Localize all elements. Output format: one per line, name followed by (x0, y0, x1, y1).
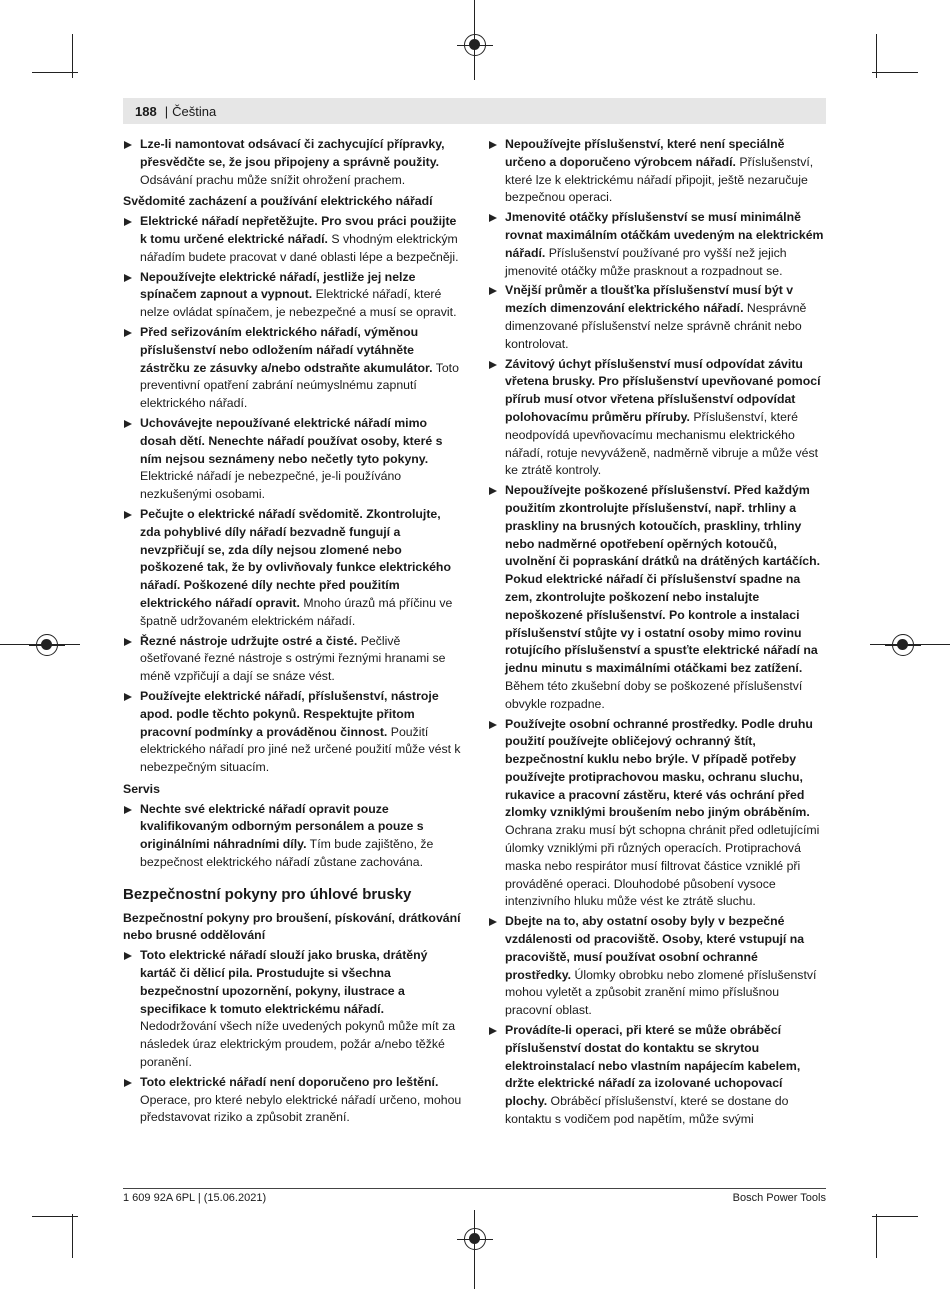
crop-mark (32, 1216, 78, 1217)
bullet-triangle-icon (489, 361, 497, 369)
item-text: Tím bude zajištěno, že bezpečnost elektrického nářadí zůstane zachována. (140, 837, 434, 870)
item-text: Příslušenství, které neodpovídá upevňovacímu mechanismu elektrického nářadí, rotuje nevyváženě, nadměrně vibruje a může vést ke ztrátě kontroly. (505, 409, 819, 478)
list-item (123, 1074, 463, 1127)
item-bold: Závitový úchyt příslušenství musí odpovídat závitu vřetena brusky. Pro příslušenství upevňované pomocí přírub musí otvor vřetena příslušenství odpovídat polohovacímu průměru příruby. (505, 356, 821, 424)
subheading: Svědomité zacházení a používání elektrického nářadí (123, 194, 433, 209)
item-bold: Nepoužívejte poškozené příslušenství. Před každým použitím zkontrolujte příslušenství, např. trhliny a praskliny na brusných kotoučích, praskliny, trhliny nebo nadměrné opotřebení opěrných kotoučů, uvolnění či popraskání drátků na drátěných kartáčích. Pokud elektrické nářadí či příslušenství spadne na zem, zkontrolujte poškození nebo instalujte nepoškozené příslušenství. Po kontrole a instalaci příslušenství stůjte vy i ostatní osoby mimo rovinu rotujícího příslušenství a spusťte elektrické nářadí na jednu minutu s maximálními otáčkami bez zatížení. (505, 483, 821, 676)
item-bold: Používejte osobní ochranné prostředky. Podle druhu použití používejte obličejový ochranný štít, bezpečnostní kuklu nebo brýle. V případě potřeby používejte protiprachovou masku, ochranu sluchu, rukavice a pracovní zástěru, které vás ochrání před zlomky vzniklými broušením nebo jiným obráběním. (505, 716, 813, 820)
bullet-triangle-icon (124, 329, 132, 337)
list-item (123, 324, 463, 413)
registration-mark-icon (464, 1228, 486, 1250)
item-bold: Nepoužívejte elektrické nářadí, jestliže jej nelze spínačem zapnout a vypnout. (140, 269, 416, 302)
item-text: Ochrana zraku musí být schopna chránit před odletujícími úlomky vzniklými při různých operacích. Protiprachová maska nebo respirátor musí filtrovat částice vzniklé při prováděné operaci. Dlouhodobé působení vysoce intenzivního hluku může vést ke ztrátě sluchu. (505, 823, 820, 909)
bullet-triangle-icon (124, 638, 132, 646)
item-bold: Nepoužívejte příslušenství, které není speciálně určeno a doporučeno výrobcem nářadí. (505, 137, 785, 169)
item-bold: Používejte elektrické nářadí, příslušenství, nástroje apod. podle těchto pokynů. Respektujte přitom pracovní podmínky a prováděnou činnost. (140, 688, 439, 739)
item-text: Operace, pro které nebylo elektrické nářadí určeno, mohou představovat riziko a způsobit zranění. (140, 1092, 462, 1125)
header-separator: | (164, 103, 169, 119)
footer-divider (123, 1188, 826, 1189)
list-item (123, 213, 463, 266)
bullet-triangle-icon (489, 918, 497, 926)
bullet-triangle-icon (124, 218, 132, 226)
bullet-triangle-icon (489, 721, 497, 729)
subheading: Servis (123, 781, 160, 796)
page-number: 188 (135, 103, 157, 119)
item-text: Příslušenství používané pro vyšší než jejich jmenovité otáčky může prasknout a rozpadnout se. (505, 245, 787, 278)
list-item (123, 136, 463, 189)
item-bold: Elektrické nářadí nepřetěžujte. Pro svou práci použijte k tomu určené elektrické nářadí. (140, 214, 457, 246)
item-text: Během této zkušební doby se poškozené příslušenství obvykle rozpadne. (505, 678, 803, 711)
item-text: Odsávání prachu může snížit ohrožení prachem. (140, 172, 406, 187)
item-bold: Provádíte-li operaci, při které se může obráběcí příslušenství dostat do kontaktu se skrytou elektroinstalací nebo vlastním napájecím kabelem, držte elektrické nářadí za izolované uchopovací plochy. (505, 1023, 801, 1109)
registration-mark-icon (36, 634, 58, 656)
item-bold: Uchovávejte nepoužívané elektrické nářadí mimo dosah dětí. Nenechte nářadí používat osoby, které s ním nejsou seznámeny nebo nečetly tyto pokyny. (140, 415, 443, 466)
item-bold: Toto elektrické nářadí slouží jako bruska, drátěný kartáč či dělicí pila. Prostudujte si všechna bezpečnostní upozornění, pokyny, ilustrace a specifikace k tomuto elektrickému nářadí. (140, 948, 428, 1016)
item-bold: Jmenovité otáčky příslušenství se musí minimálně rovnat maximálním otáčkám uvedeným na elektrickém nářadí. (505, 210, 824, 260)
item-text: Elektrické nářadí je nebezpečné, je-li používáno nezkušenými osobami. (140, 469, 402, 502)
crop-mark (872, 1216, 918, 1217)
item-text: Příslušenství, které lze k elektrickému nářadí připojit, ještě nezaručuje bezpečnou operaci. (505, 154, 814, 205)
list-item (123, 633, 463, 686)
crop-mark (32, 72, 78, 73)
item-text: Nesprávně dimenzované příslušenství nelze správně chránit nebo kontrolovat. (505, 301, 807, 351)
bullet-triangle-icon (124, 141, 132, 149)
header-language: Čeština (172, 103, 217, 119)
crop-mark (876, 1214, 877, 1258)
bullet-triangle-icon (489, 141, 497, 149)
list-item (123, 688, 463, 777)
registration-mark-icon (464, 34, 486, 56)
item-text: Pečlivě ošetřované řezné nástroje s ostrými řeznými hranami se méně vzpřičují a dají se snáze vést. (140, 633, 446, 684)
list-item (123, 415, 463, 504)
crop-mark (72, 1214, 73, 1258)
item-text: Obráběcí příslušenství, které se dostane do kontaktu s vodičem pod napětím, může svými (505, 1094, 789, 1127)
footer-doc-code: 1 609 92A 6PL | (15.06.2021) (123, 1192, 267, 1204)
item-bold: Dbejte na to, aby ostatní osoby byly v bezpečné vzdálenosti od pracoviště. Osoby, které vstupují na pracoviště, musí používat osobní ochranné prostředky. (505, 914, 805, 982)
item-text: S vhodným elektrickým nářadím budete pracovat v dané oblasti lépe a bezpečněji. (140, 231, 459, 264)
item-bold: Toto elektrické nářadí není doporučeno pro leštění. (140, 1074, 439, 1089)
footer-brand: Bosch Power Tools (732, 1192, 826, 1204)
crop-mark (872, 72, 918, 73)
bullet-triangle-icon (124, 806, 132, 814)
item-bold: Pečujte o elektrické nářadí svědomitě. Zkontrolujte, zda pohyblivé díly nářadí bezvadně fungují a nevzpřičují se, zda díly nejsou zlomené nebo poškozené tak, že by ovlivňovaly funkce elektrického nářadí. Poškozené díly nechte před použitím elektrického nářadí opravit. (140, 506, 451, 610)
item-text: Úlomky obrobku nebo zlomené příslušenství mohou vyletět a způsobit zranění mimo příslušnou pracovní oblast. (505, 967, 817, 1018)
bullet-triangle-icon (489, 487, 497, 495)
list-item (488, 282, 826, 353)
bullet-triangle-icon (124, 511, 132, 519)
bullet-triangle-icon (489, 214, 497, 222)
item-text: Elektrické nářadí, které nelze ovládat spínačem, je nebezpečné a musí se opravit. (140, 287, 457, 320)
list-item (488, 716, 826, 912)
list-item (488, 356, 826, 481)
bullet-triangle-icon (124, 693, 132, 701)
bullet-triangle-icon (489, 287, 497, 295)
item-bold: Vnější průměr a tloušťka příslušenství musí být v mezích dimenzování elektrického nářadí. (505, 283, 794, 316)
section-title: Bezpečnostní pokyny pro úhlové brusky (123, 885, 412, 903)
registration-mark-icon (892, 634, 914, 656)
list-item (488, 209, 826, 280)
bullet-triangle-icon (489, 1027, 497, 1035)
list-item (488, 136, 826, 207)
item-bold: Řezné nástroje udržujte ostré a čisté. (140, 633, 358, 648)
item-text: Použití elektrického nářadí pro jiné než určené použití může vést k nebezpečným situacím. (140, 724, 461, 775)
left-column (123, 136, 463, 1129)
item-bold: Nechte své elektrické nářadí opravit pouze kvalifikovaným odborným personálem a pouze s originálními náhradními díly. (140, 801, 424, 852)
item-text: Nedodržování všech níže uvedených pokynů může mít za následek úraz elektrickým proudem, požár a/nebo těžké poranění. (140, 1019, 456, 1070)
right-column (488, 136, 826, 1131)
list-item (123, 506, 463, 631)
bullet-triangle-icon (124, 952, 132, 960)
list-item (123, 947, 463, 1072)
item-bold: Před seřizováním elektrického nářadí, výměnou příslušenství nebo odložením nářadí vytáhněte zástrčku ze zásuvky a/nebo odstraňte akumulátor. (140, 324, 433, 375)
item-text: Mnoho úrazů má příčinu ve špatně udržovaném elektrickém nářadí. (140, 595, 453, 628)
list-item (488, 482, 826, 713)
bullet-triangle-icon (124, 274, 132, 282)
bullet-triangle-icon (124, 1079, 132, 1087)
list-item (123, 801, 463, 872)
list-item (488, 913, 826, 1020)
subheading: Bezpečnostní pokyny pro broušení, pískování, drátkování nebo brusné oddělování (123, 910, 461, 943)
bullet-triangle-icon (124, 420, 132, 428)
list-item (488, 1022, 826, 1129)
list-item (123, 269, 463, 322)
item-bold: Lze-li namontovat odsávací či zachycující přípravky, přesvědčte se, že jsou připojeny a správně použity. (140, 137, 445, 169)
page-header (123, 98, 826, 124)
item-text: Toto preventivní opatření zabrání neúmyslnému zapnutí elektrického nářadí. (140, 360, 459, 411)
